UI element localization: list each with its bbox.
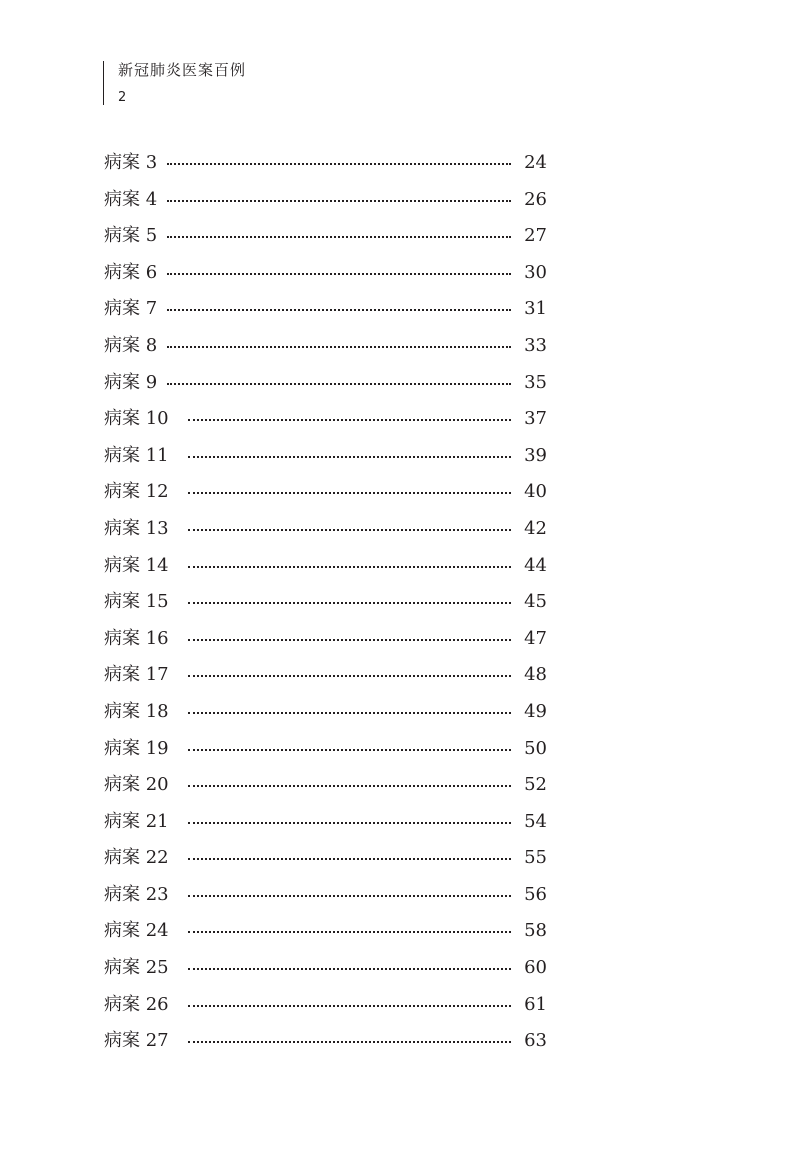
toc-leader-dots bbox=[188, 566, 511, 568]
toc-entry-label: 病案 10 bbox=[104, 401, 169, 438]
toc-leader-dots bbox=[188, 675, 511, 677]
toc-entry-label: 病案 14 bbox=[104, 548, 169, 585]
toc-entry-label: 病案 21 bbox=[104, 804, 169, 841]
toc-entry-label: 病案 9 bbox=[104, 365, 157, 402]
header-rule bbox=[103, 61, 104, 105]
toc-entry-label: 病案 25 bbox=[104, 950, 169, 987]
toc-entry-page: 61 bbox=[524, 993, 547, 1015]
toc-entry[interactable] bbox=[104, 328, 549, 365]
toc-entry-label: 病案 8 bbox=[104, 328, 157, 365]
toc-entry-page: 39 bbox=[524, 444, 547, 466]
toc-entry[interactable] bbox=[104, 255, 549, 292]
toc-entry-page: 49 bbox=[524, 700, 547, 722]
toc-leader-dots bbox=[167, 309, 511, 311]
toc-entry-label: 病案 16 bbox=[104, 621, 169, 658]
toc-leader-dots bbox=[167, 383, 511, 385]
toc-entry-page: 54 bbox=[524, 810, 547, 832]
toc-entry[interactable] bbox=[104, 913, 549, 950]
toc-entry-page: 56 bbox=[524, 883, 547, 905]
toc-entry-page: 42 bbox=[524, 517, 547, 539]
toc-leader-dots bbox=[188, 968, 511, 970]
toc-leader-dots bbox=[167, 346, 511, 348]
toc-leader-dots bbox=[167, 163, 511, 165]
toc-entry[interactable] bbox=[104, 657, 549, 694]
toc-entry[interactable] bbox=[104, 474, 549, 511]
toc-leader-dots bbox=[188, 1041, 511, 1043]
toc-entry[interactable] bbox=[104, 365, 549, 402]
toc-entry-label: 病案 17 bbox=[104, 657, 169, 694]
toc-leader-dots bbox=[188, 931, 511, 933]
toc-entry-page: 44 bbox=[524, 554, 547, 576]
toc-entry-page: 45 bbox=[524, 591, 547, 613]
toc-entry-page: 33 bbox=[524, 334, 547, 356]
toc-entry[interactable] bbox=[104, 804, 549, 841]
toc-entry[interactable] bbox=[104, 218, 549, 255]
toc-entry-label: 病案 13 bbox=[104, 511, 169, 548]
toc-leader-dots bbox=[188, 858, 511, 860]
toc-entry[interactable] bbox=[104, 877, 549, 914]
toc-entry[interactable] bbox=[104, 731, 549, 768]
toc-entry[interactable] bbox=[104, 694, 549, 731]
toc-entry-label: 病案 11 bbox=[104, 438, 169, 475]
toc-entry[interactable] bbox=[104, 840, 549, 877]
toc-entry-label: 病案 5 bbox=[104, 218, 157, 255]
toc-leader-dots bbox=[167, 200, 511, 202]
toc-entry[interactable] bbox=[104, 401, 549, 438]
toc-entry-label: 病案 26 bbox=[104, 987, 169, 1024]
toc-entry-label: 病案 22 bbox=[104, 840, 169, 877]
toc-entry[interactable] bbox=[104, 584, 549, 621]
toc-entry[interactable] bbox=[104, 621, 549, 658]
toc-entry-label: 病案 20 bbox=[104, 767, 169, 804]
toc-entry-page: 52 bbox=[524, 774, 547, 796]
toc-entry-label: 病案 19 bbox=[104, 731, 169, 768]
toc-entry-label: 病案 27 bbox=[104, 1023, 169, 1060]
toc-entry-page: 24 bbox=[524, 152, 547, 173]
toc-leader-dots bbox=[188, 749, 511, 751]
toc-entry-page: 58 bbox=[524, 920, 547, 942]
page-number: 2 bbox=[118, 90, 127, 105]
toc-leader-dots bbox=[188, 639, 511, 641]
toc-leader-dots bbox=[167, 273, 511, 275]
toc-entry-label: 病案 3 bbox=[104, 145, 157, 182]
toc-entry[interactable] bbox=[104, 987, 549, 1024]
toc-entry[interactable] bbox=[104, 145, 549, 182]
toc-leader-dots bbox=[188, 419, 511, 421]
toc-entry-label: 病案 15 bbox=[104, 584, 169, 621]
toc-leader-dots bbox=[167, 236, 511, 238]
toc-entry-page: 31 bbox=[524, 298, 547, 320]
toc-entry[interactable] bbox=[104, 182, 549, 219]
toc-entry[interactable] bbox=[104, 1023, 549, 1060]
toc-leader-dots bbox=[188, 492, 511, 494]
toc-entry[interactable] bbox=[104, 950, 549, 987]
toc-entry-page: 55 bbox=[524, 847, 547, 869]
toc-entry-label: 病案 12 bbox=[104, 474, 169, 511]
toc-leader-dots bbox=[188, 1005, 511, 1007]
toc-entry-page: 30 bbox=[524, 261, 547, 283]
toc-entry-label: 病案 18 bbox=[104, 694, 169, 731]
toc-entry-page: 27 bbox=[524, 225, 547, 247]
toc-entry[interactable] bbox=[104, 548, 549, 585]
toc-entry-page: 60 bbox=[524, 957, 547, 979]
toc-leader-dots bbox=[188, 602, 511, 604]
toc-entry-page: 47 bbox=[524, 627, 547, 649]
toc-leader-dots bbox=[188, 712, 511, 714]
toc-leader-dots bbox=[188, 785, 511, 787]
toc-entry-page: 37 bbox=[524, 408, 547, 430]
toc-leader-dots bbox=[188, 895, 511, 897]
toc-entry[interactable] bbox=[104, 438, 549, 475]
toc-entry-label: 病案 23 bbox=[104, 877, 169, 914]
toc-leader-dots bbox=[188, 456, 511, 458]
toc-entry-page: 35 bbox=[524, 371, 547, 393]
toc-entry[interactable] bbox=[104, 291, 549, 328]
toc-entry[interactable] bbox=[104, 511, 549, 548]
toc-entry-page: 48 bbox=[524, 664, 547, 686]
toc-entry-label: 病案 7 bbox=[104, 291, 157, 328]
toc-entry-page: 50 bbox=[524, 737, 547, 759]
toc-leader-dots bbox=[188, 529, 511, 531]
toc-entry[interactable] bbox=[104, 767, 549, 804]
toc-entry-page: 63 bbox=[524, 1030, 547, 1052]
toc-entry-label: 病案 6 bbox=[104, 255, 157, 292]
toc-entry-label: 病案 4 bbox=[104, 182, 157, 219]
toc-entry-label: 病案 24 bbox=[104, 913, 169, 950]
toc-entry-page: 40 bbox=[524, 481, 547, 503]
toc-entry-page: 26 bbox=[524, 188, 547, 210]
table-of-contents bbox=[104, 145, 549, 1060]
book-title: 新冠肺炎医案百例 bbox=[118, 61, 247, 79]
toc-leader-dots bbox=[188, 822, 511, 824]
